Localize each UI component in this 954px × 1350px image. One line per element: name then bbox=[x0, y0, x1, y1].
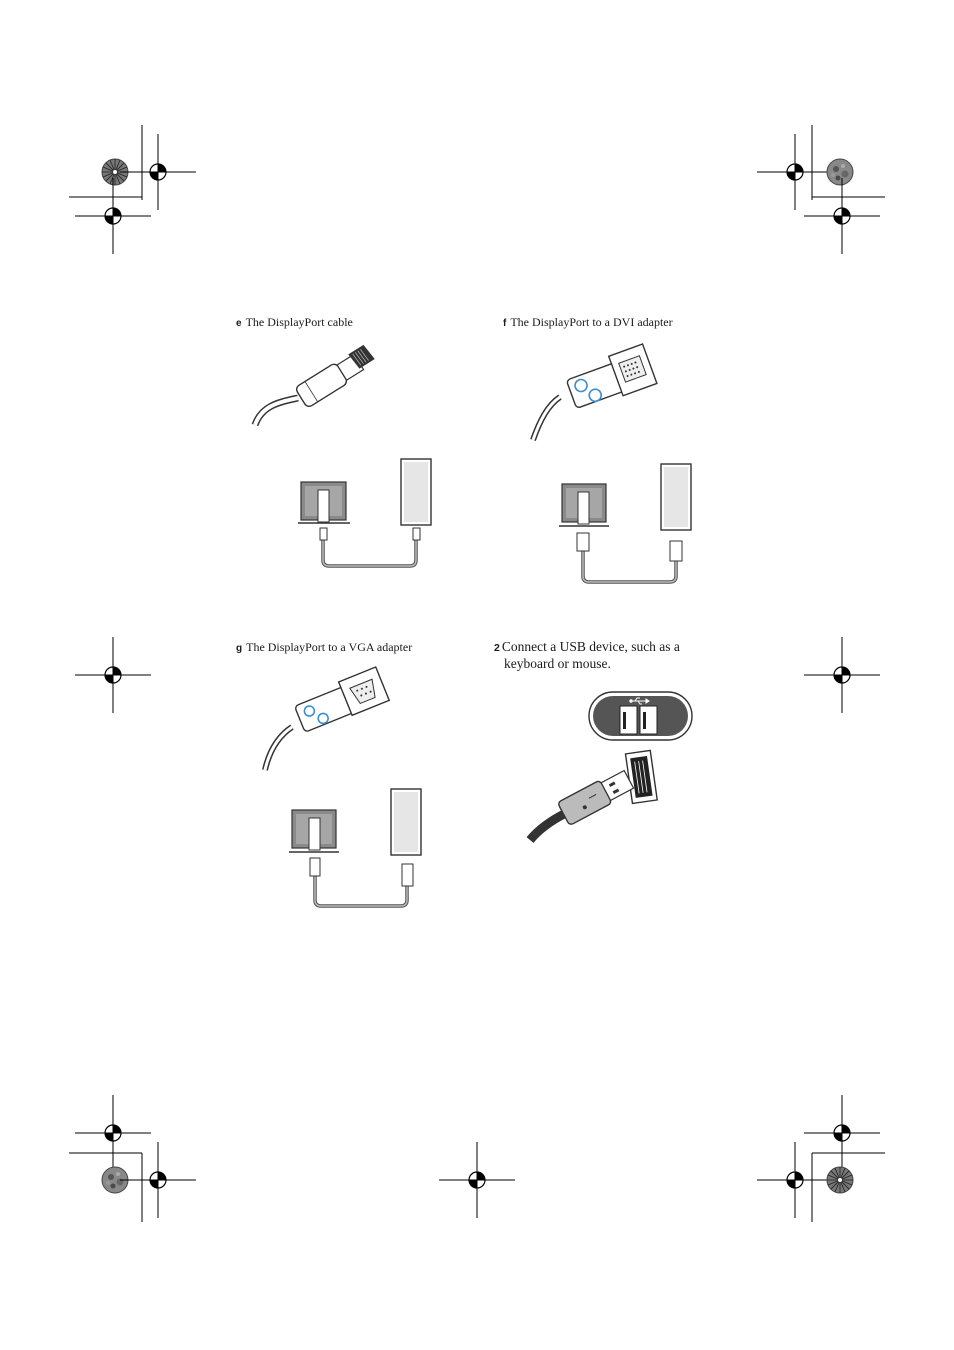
step-2-line2: keyboard or mouse. bbox=[504, 656, 611, 671]
caption-g-letter: g bbox=[236, 643, 243, 654]
caption-e-letter: e bbox=[236, 318, 242, 329]
caption-g-text: The DisplayPort to a VGA adapter bbox=[246, 640, 413, 654]
caption-f-letter: f bbox=[503, 318, 507, 329]
step-2-line1: Connect a USB device, such as a bbox=[501, 639, 680, 654]
step-2-number: 2 bbox=[494, 642, 500, 654]
caption-f-text: The DisplayPort to a DVI adapter bbox=[510, 315, 673, 329]
caption-e-text: The DisplayPort cable bbox=[245, 315, 353, 329]
